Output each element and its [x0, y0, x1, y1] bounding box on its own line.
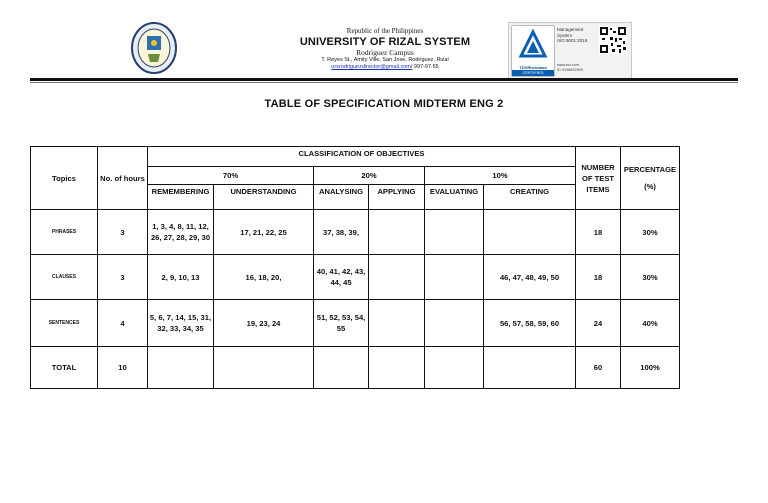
- table-row: [31, 300, 680, 347]
- row-creating: 56, 57, 58, 59, 60: [484, 300, 576, 347]
- row-percentage: 30%: [621, 255, 680, 300]
- row-items: 18: [576, 255, 621, 300]
- university-seal-icon: [131, 22, 177, 74]
- col-evaluating: EVALUATING: [425, 185, 484, 210]
- table-row: [31, 255, 680, 300]
- email-link[interactable]: ursrodriguezdirector@gmail.com/: [331, 64, 413, 70]
- total-row: [31, 347, 680, 389]
- group-70: 70%: [148, 167, 314, 185]
- col-analysing: ANALYSING: [314, 185, 369, 210]
- tuv-certified-label: CERTIFIED: [512, 70, 554, 76]
- specification-table: [30, 146, 680, 389]
- cert-lines: Management System ISO 9001:2015: [557, 27, 588, 43]
- institution-block: [290, 27, 480, 71]
- row-applying: [369, 255, 425, 300]
- row-applying: [369, 210, 425, 255]
- row-hours: 3: [98, 255, 148, 300]
- col-creating: CREATING: [484, 185, 576, 210]
- total-items: 60: [576, 347, 621, 389]
- tuv-logo: [511, 25, 555, 77]
- qr-code-icon: [599, 26, 627, 54]
- document-title: TABLE OF SPECIFICATION MIDTERM ENG 2: [264, 98, 504, 110]
- tuv-triangle-icon: [512, 28, 554, 64]
- group-20: 20%: [314, 167, 425, 185]
- col-applying: APPLYING: [369, 185, 425, 210]
- col-understanding: UNDERSTANDING: [214, 185, 314, 210]
- row-evaluating: [425, 300, 484, 347]
- row-percentage: 40%: [621, 300, 680, 347]
- col-hours: No. of hours: [98, 147, 148, 210]
- header-rule: [30, 78, 738, 81]
- row-applying: [369, 300, 425, 347]
- certification-badge: [508, 22, 632, 80]
- group-10: 10%: [425, 167, 576, 185]
- row-analysing: 37, 38, 39,: [314, 210, 369, 255]
- republic-line: Republic of the Philippines: [346, 27, 424, 35]
- total-percentage: 100%: [621, 347, 680, 389]
- col-remembering: REMEMBERING: [148, 185, 214, 210]
- campus-name: Rodriguez Campus: [356, 48, 414, 57]
- contact-line: [290, 64, 480, 71]
- col-percentage: PERCENTAGE (%): [621, 147, 680, 210]
- row-percentage: 30%: [621, 210, 680, 255]
- row-evaluating: [425, 255, 484, 300]
- row-understanding: 19, 23, 24: [214, 300, 314, 347]
- row-topic: SENTENCES: [31, 300, 98, 347]
- row-items: 18: [576, 210, 621, 255]
- table-row: [31, 210, 680, 255]
- row-analysing: 40, 41, 42, 43, 44, 45: [314, 255, 369, 300]
- total-label: TOTAL: [31, 347, 98, 389]
- col-topics: Topics: [31, 147, 98, 210]
- phone-number: 997-97.65: [412, 64, 439, 70]
- col-number: NUMBER OF TEST ITEMS: [576, 147, 621, 210]
- address: T. Reyes St., Amity Ville, San Jose, Rodriguez, Rizal: [321, 57, 449, 63]
- row-topic: CLAUSES: [31, 255, 98, 300]
- cert-small-lines: www.tuv.com ID 9108652909: [557, 63, 583, 72]
- row-understanding: 17, 21, 22, 25: [214, 210, 314, 255]
- row-remembering: 5, 6, 7, 14, 15, 31, 32, 33, 34, 35: [148, 300, 214, 347]
- row-creating: 46, 47, 48, 49, 50: [484, 255, 576, 300]
- row-analysing: 51, 52, 53, 54, 55: [314, 300, 369, 347]
- row-creating: [484, 210, 576, 255]
- row-hours: 3: [98, 210, 148, 255]
- row-remembering: 2, 9, 10, 13: [148, 255, 214, 300]
- row-hours: 4: [98, 300, 148, 347]
- tuv-brand: TÜVRheinland: [519, 65, 547, 70]
- header-row-1: [31, 147, 680, 167]
- row-evaluating: [425, 210, 484, 255]
- row-topic: PHRASES: [31, 210, 98, 255]
- row-remembering: 1, 3, 4, 8, 11, 12, 26, 27, 28, 29, 30: [148, 210, 214, 255]
- letterhead: [0, 0, 768, 82]
- col-classification: CLASSIFICATION OF OBJECTIVES: [148, 147, 576, 167]
- row-items: 24: [576, 300, 621, 347]
- row-understanding: 16, 18, 20,: [214, 255, 314, 300]
- header-rule-thin: [30, 82, 738, 83]
- total-hours: 10: [98, 347, 148, 389]
- university-name: UNIVERSITY OF RIZAL SYSTEM: [299, 36, 471, 48]
